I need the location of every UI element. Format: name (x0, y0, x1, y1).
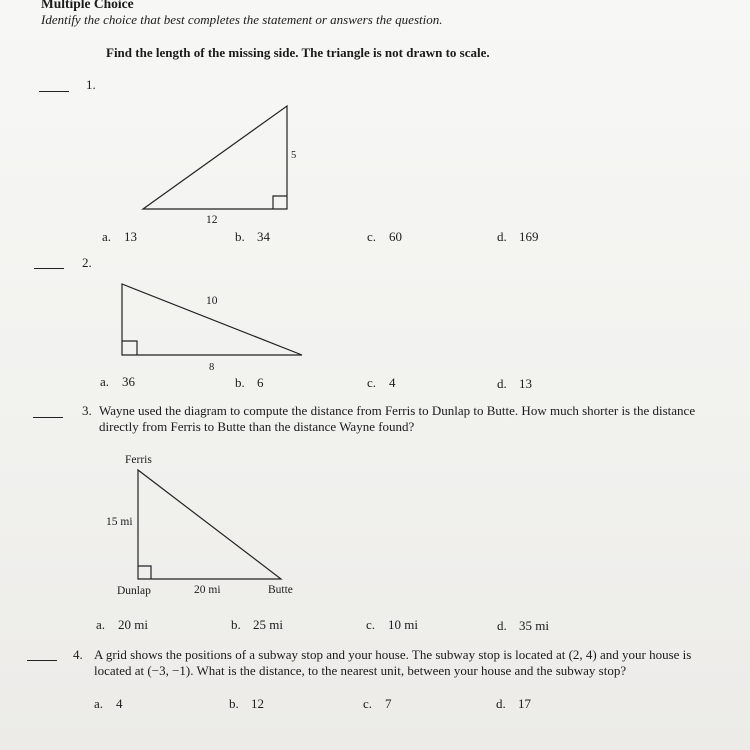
instruction-text: Find the length of the missing side. The triangle is not drawn to scale. (106, 45, 490, 60)
q4-choice-a[interactable]: a. 4 (94, 696, 123, 711)
q4-choice-d[interactable]: d. 17 (496, 696, 531, 711)
q3-choice-c[interactable]: c. 10 mi (366, 617, 418, 632)
q2-choice-a[interactable]: a. 36 (100, 374, 135, 389)
q2-hyp-label: 10 (206, 295, 218, 307)
section-title: Multiple Choice (41, 0, 134, 11)
q3-butte-label: Butte (268, 584, 293, 596)
q1-base-label: 12 (206, 214, 218, 226)
q3-triangle (138, 470, 281, 579)
q3-right-angle-mark (138, 566, 151, 579)
q1-choice-c[interactable]: c. 60 (367, 229, 402, 244)
q4-number: 4. (73, 647, 83, 662)
q1-side-label: 5 (291, 150, 297, 161)
q1-triangle (143, 106, 287, 209)
q4-answer-blank[interactable] (27, 660, 57, 661)
q2-right-angle-mark (122, 341, 137, 355)
q1-answer-blank[interactable] (39, 91, 69, 92)
q3-choice-a[interactable]: a. 20 mi (96, 617, 148, 632)
q3-ferris-label: Ferris (125, 454, 152, 466)
q4-choice-b[interactable]: b. 12 (229, 696, 264, 711)
q2-choice-c[interactable]: c. 4 (367, 375, 396, 390)
q3-side-label: 15 mi (106, 516, 133, 528)
q2-base-label: 8 (209, 362, 215, 373)
q3-text: Wayne used the diagram to compute the distance from Ferris to Dunlap to Butte. How much shorter is the distance directly from Ferris to Butte than the distance Wayne found? (99, 403, 696, 434)
q1-choice-a[interactable]: a. 13 (102, 229, 137, 244)
q3-choice-b[interactable]: b. 25 mi (231, 617, 283, 632)
q2-choice-d[interactable]: d. 13 (497, 376, 532, 391)
q3-number: 3. (82, 403, 92, 418)
q2-answer-blank[interactable] (34, 268, 64, 269)
section-subtitle: Identify the choice that best completes the statement or answers the question. (41, 12, 443, 27)
q1-right-angle-mark (273, 196, 287, 209)
q3-answer-blank[interactable] (33, 417, 63, 418)
q4-choice-c[interactable]: c. 7 (363, 696, 392, 711)
q1-choice-b[interactable]: b. 34 (235, 229, 270, 244)
q3-dunlap-label: Dunlap (117, 585, 151, 597)
q2-number: 2. (82, 255, 92, 270)
q2-choice-b[interactable]: b. 6 (235, 375, 264, 390)
q1-number: 1. (86, 77, 96, 92)
q3-base-label: 20 mi (194, 584, 221, 596)
q4-text: A grid shows the positions of a subway stop and your house. The subway stop is located at (2, 4) and your house is located at (−3, −1). What is the distance, to the nearest unit, between your house and the subway stop? (94, 647, 692, 678)
q1-choice-d[interactable]: d. 169 (497, 229, 539, 244)
q3-choice-d[interactable]: d. 35 mi (497, 618, 549, 633)
